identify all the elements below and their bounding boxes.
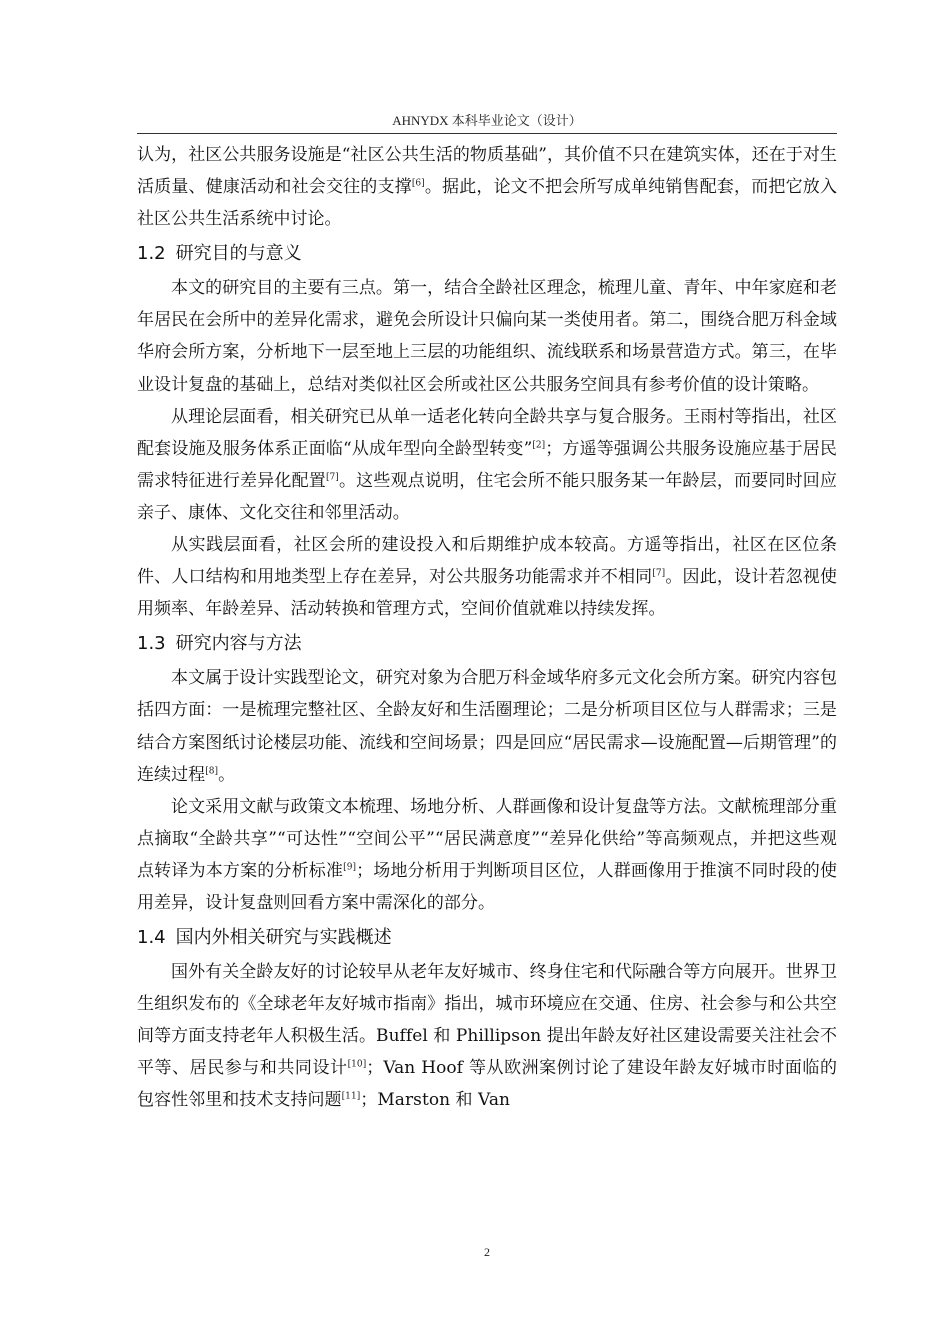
- paragraph-text: ；Marston 和 Van: [360, 1090, 511, 1111]
- paragraph-text: 国外有关全龄友好的讨论较早从老年友好城市、终身住宅和代际融合等方向展开。世界卫生组织发布的《全球老年友好城市指南》指出，城市环境应在交通、住房、社会参与和公共空间等方面支持老年人积极生活。Buffel 和 Phillipson 提出年龄友好社区建设需要关注社会不平等、居民参与和共同设计: [137, 962, 837, 1079]
- paragraph-text: ；Van Hoof 等从欧洲案例讨论了建设年龄友好城市时面临的包容性邻里和技术支持问题: [137, 1058, 837, 1111]
- page-number: 2: [484, 1245, 490, 1259]
- citation-ref: [9]: [343, 862, 357, 873]
- section-number: 1.3: [137, 633, 166, 655]
- paragraph-research-methods: [137, 791, 837, 919]
- citation-ref: [8]: [205, 765, 219, 776]
- paragraph-practice-level: [137, 529, 837, 625]
- page-body: [137, 139, 837, 1117]
- paragraph-text: 。: [218, 764, 236, 785]
- section-number: 1.2: [137, 243, 166, 265]
- running-header: AHNYDX 本科毕业论文（设计）: [392, 113, 582, 128]
- citation-ref: [10]: [347, 1059, 367, 1070]
- paragraph-text: 。据此，论文不把会所写成单纯销售配套，而把它放入社区公共生活系统中讨论。: [137, 177, 837, 230]
- paragraph-text: 本文属于设计实践型论文，研究对象为合肥万科金域华府多元文化会所方案。研究内容包括四方面：一是梳理完整社区、全龄友好和生活圈理论；二是分析项目区位与人群需求；三是结合方案图纸讨论楼层功能、流线和空间场景；四是回应“居民需求—设施配置—后期管理”的连续过程: [137, 668, 837, 785]
- paragraph-text: 本文的研究目的主要有三点。第一，结合全龄社区理念，梳理儿童、青年、中年家庭和老年居民在会所中的差异化需求，避免会所设计只偏向某一类使用者。第二，围绕合肥万科金域华府会所方案，分析地下一层至地上三层的功能组织、流线联系和场景营造方式。第三，在毕业设计复盘的基础上，总结对类似社区会所或社区公共服务空间具有参考价值的设计策略。: [137, 278, 837, 395]
- paragraph-text: 。这些观点说明，住宅会所不能只服务某一年龄层，而要同时回应亲子、康体、文化交往和邻里活动。: [137, 470, 837, 523]
- paragraph-text: 认为，社区公共服务设施是“社区公共生活的物质基础”，其价值不只在建筑实体，还在于对生活质量、健康活动和社会交往的支撑: [137, 145, 837, 198]
- section-heading-1-3: [137, 625, 837, 662]
- citation-ref: [6]: [411, 178, 425, 189]
- paragraph-text: ；方遥等强调公共服务设施应基于居民需求特征进行差异化配置: [137, 438, 837, 491]
- citation-ref: [11]: [341, 1091, 361, 1102]
- paragraph-text: 从实践层面看，社区会所的建设投入和后期维护成本较高。方遥等指出，社区在区位条件、人口结构和用地类型上存在差异，对公共服务功能需求并不相同: [137, 535, 837, 588]
- paragraph-text: ；场地分析用于判断项目区位，人群画像用于推演不同时段的使用差异，设计复盘则回看方案中需深化的部分。: [137, 860, 837, 913]
- section-title: 国内外相关研究与实践概述: [175, 927, 392, 949]
- paragraph-theory-level: [137, 401, 837, 529]
- paragraph-international-research: [137, 956, 837, 1116]
- citation-ref: [7]: [325, 472, 339, 483]
- paragraph-text: 论文采用文献与政策文本梳理、场地分析、人群画像和设计复盘等方法。文献梳理部分重点摘取“全龄共享”“可达性”“空间公平”“居民满意度”“差异化供给”等高频观点，并把这些观点转译为本方案的分析标准: [137, 796, 837, 881]
- paragraph-research-aims: [137, 272, 837, 400]
- paragraph-text: 从理论层面看，相关研究已从单一适老化转向全龄共享与复合服务。王雨村等指出，社区配套设施及服务体系正面临“从成年型向全龄型转变”: [137, 406, 837, 459]
- section-number: 1.4: [137, 927, 166, 949]
- section-title: 研究目的与意义: [175, 243, 302, 265]
- citation-ref: [2]: [532, 440, 546, 451]
- section-heading-1-2: [137, 235, 837, 272]
- paragraph-text: 。因此，设计若忽视使用频率、年龄差异、活动转换和管理方式，空间价值就难以持续发挥。: [137, 567, 838, 620]
- header-rule: [137, 133, 837, 134]
- section-heading-1-4: [137, 919, 837, 956]
- section-title: 研究内容与方法: [175, 633, 302, 655]
- paragraph-research-content: [137, 662, 837, 790]
- paragraph-continuation: [137, 139, 837, 235]
- citation-ref: [7]: [652, 568, 666, 579]
